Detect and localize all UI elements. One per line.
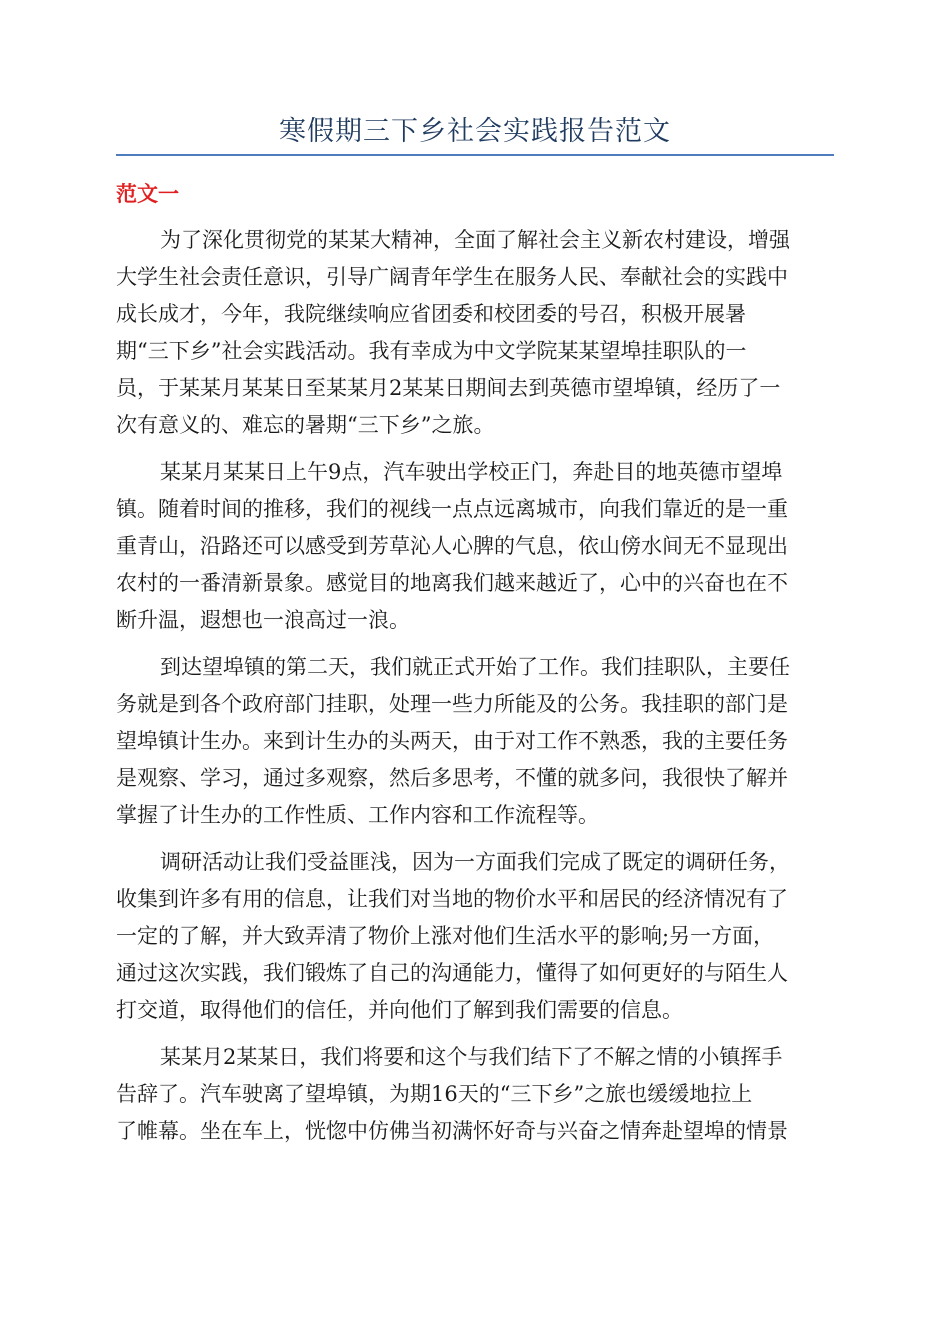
paragraph-line: 期“三下乡”社会实践活动。我有幸成为中文学院某某望埠挂职队的一 xyxy=(116,339,747,363)
paragraph-1 xyxy=(116,222,834,444)
paragraph-line: 通过这次实践，我们锻炼了自己的沟通能力，懂得了如何更好的与陌生人 xyxy=(116,961,788,985)
paragraph-line: 重青山，沿路还可以感受到芳草沁人心脾的气息，依山傍水间无不显现出 xyxy=(116,534,788,558)
paragraph-line: 望埠镇计生办。来到计生办的头两天，由于对工作不熟悉，我的主要任务 xyxy=(116,729,788,753)
paragraph-line: 务就是到各个政府部门挂职，处理一些力所能及的公务。我挂职的部门是 xyxy=(116,692,788,716)
paragraph-line: 调研活动让我们受益匪浅，因为一方面我们完成了既定的调研任务， xyxy=(160,850,790,874)
paragraph-4 xyxy=(116,844,834,1029)
paragraph-5 xyxy=(116,1039,834,1150)
paragraph-line: 大学生社会责任意识，引导广阔青年学生在服务人民、奉献社会的实践中 xyxy=(116,265,788,289)
paragraph-2 xyxy=(116,454,834,639)
document-title: 寒假期三下乡社会实践报告范文 xyxy=(279,116,671,147)
paragraph-line: 一定的了解，并大致弄清了物价上涨对他们生活水平的影响;另一方面， xyxy=(116,924,775,948)
title-underline xyxy=(116,154,834,156)
paragraph-line: 农村的一番清新景象。感觉目的地离我们越来越近了，心中的兴奋也在不 xyxy=(116,571,788,595)
paragraph-line: 断升温，遐想也一浪高过一浪。 xyxy=(116,608,410,632)
paragraph-line: 了帷幕。坐在车上，恍惚中仿佛当初满怀好奇与兴奋之情奔赴望埠的情景 xyxy=(116,1119,788,1143)
paragraph-3 xyxy=(116,649,834,834)
paragraph-line: 某某月2某某日，我们将要和这个与我们结下了不解之情的小镇挥手 xyxy=(160,1045,783,1069)
paragraph-line: 掌握了计生办的工作性质、工作内容和工作流程等。 xyxy=(116,803,599,827)
paragraph-line: 某某月某某日上午9点，汽车驶出学校正门，奔赴目的地英德市望埠 xyxy=(160,460,783,484)
paragraph-line: 镇。随着时间的推移，我们的视线一点点远离城市，向我们靠近的是一重 xyxy=(116,497,788,521)
paragraph-line: 为了深化贯彻党的某某大精神，全面了解社会主义新农村建设，增强 xyxy=(160,228,790,252)
section-heading: 范文一 xyxy=(116,182,179,206)
paragraph-line: 收集到许多有用的信息，让我们对当地的物价水平和居民的经济情况有了 xyxy=(116,887,788,911)
paragraph-line: 成长成才，今年，我院继续响应省团委和校团委的号召，积极开展暑 xyxy=(116,302,746,326)
paragraph-line: 告辞了。汽车驶离了望埠镇，为期16天的“三下乡”之旅也缓缓地拉上 xyxy=(116,1082,753,1106)
body-text xyxy=(116,222,834,1160)
paragraph-line: 打交道，取得他们的信任，并向他们了解到我们需要的信息。 xyxy=(116,998,683,1022)
paragraph-line: 次有意义的、难忘的暑期“三下乡”之旅。 xyxy=(116,413,495,437)
paragraph-line: 员，于某某月某某日至某某月2某某日期间去到英德市望埠镇，经历了一 xyxy=(116,376,781,400)
paragraph-line: 是观察、学习，通过多观察，然后多思考，不懂的就多问，我很快了解并 xyxy=(116,766,788,790)
paragraph-line: 到达望埠镇的第二天，我们就正式开始了工作。我们挂职队，主要任 xyxy=(160,655,790,679)
